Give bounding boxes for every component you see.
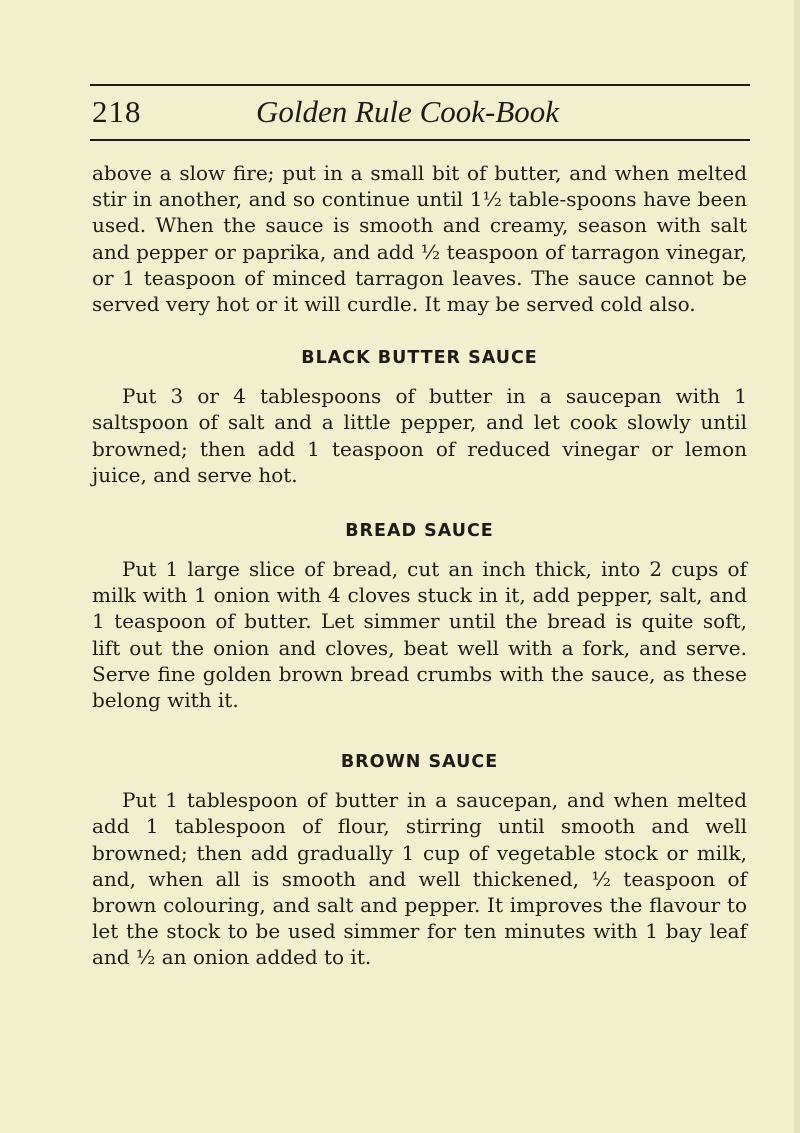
header-rule-top <box>90 84 750 86</box>
header-rule-bottom <box>90 139 750 141</box>
page-edge <box>794 0 800 1133</box>
page-content <box>92 160 747 971</box>
continued-paragraph: above a slow fire; put in a small bit of butter, and when melted stir in another, and so continue until 1½ table-spoons have been used. When the sauce is smooth and creamy, season with salt and pepper or paprika, and add ½ teaspoon of tarragon vinegar, or 1 teaspoon of minced tarragon leaves. The sauce cannot be served very hot or it will curdle. It may be served cold also. <box>92 161 747 317</box>
recipe-text-bread-sauce: Put 1 large slice of bread, cut an inch thick, into 2 cups of milk with 1 onion with 4 cloves stuck in it, add pepper, salt, and 1 teaspoon of butter. Let simmer until the bread is quite soft, lift out the onion and cloves, beat well with a fork, and serve. Serve fine golden brown bread crumbs with the sauce, as these belong with it. <box>92 557 747 713</box>
running-title: Golden Rule Cook-Book <box>256 94 560 129</box>
recipe-text-brown-sauce: Put 1 tablespoon of butter in a saucepan, and when melted add 1 tablespoon of flour, stirring until smooth and well browned; then add gradually 1 cup of vegetable stock or milk, and, when all is smooth and well thickened, ½ teaspoon of brown colouring, and salt and pepper. It improves the flavour to let the stock to be used simmer for ten minutes with 1 bay leaf and ½ an onion added to it. <box>92 788 747 970</box>
page-number: 218 <box>92 94 142 129</box>
recipe-text-black-butter-sauce: Put 3 or 4 tablespoons of butter in a saucepan with 1 saltspoon of salt and a little pepper, and let cook slowly until browned; then add 1 teaspoon of reduced vinegar or lemon juice, and serve hot. <box>92 384 747 487</box>
recipe-title-brown-sauce: BROWN SAUCE <box>340 752 499 773</box>
recipe-title-black-butter-sauce: BLACK BUTTER SAUCE <box>301 348 538 369</box>
recipe-title-bread-sauce: BREAD SAUCE <box>345 521 494 542</box>
